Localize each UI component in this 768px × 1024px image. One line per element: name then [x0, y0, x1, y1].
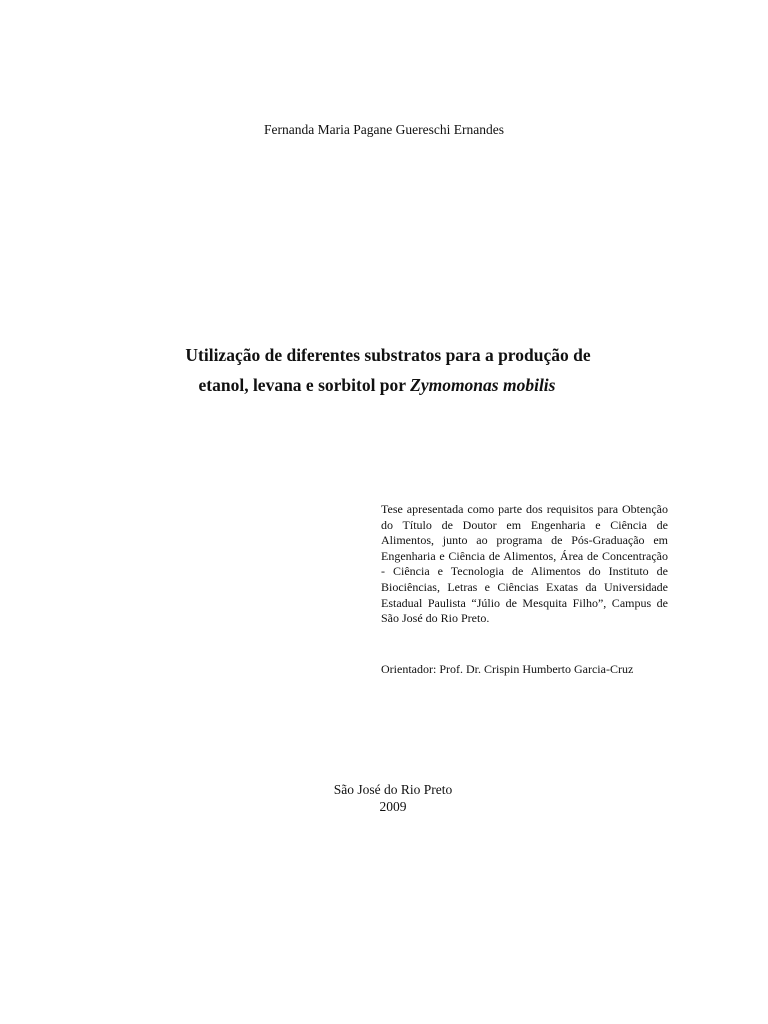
thesis-title	[0, 340, 768, 400]
advisor-line: Orientador: Prof. Dr. Crispin Humberto Garcia-Cruz	[381, 662, 634, 676]
place-and-year	[318, 781, 468, 815]
title-species-name: Zymomonas mobilis	[410, 375, 556, 395]
year: 2009	[379, 799, 407, 814]
title-line-2-text: etanol, levana e sorbitol por	[198, 375, 411, 395]
title-line-2	[0, 370, 768, 400]
thesis-description: Tese apresentada como parte dos requisitos para Obtenção do Título de Doutor em Engenharia e Ciência de Alimentos, junto ao programa de Pós-Graduação em Engenharia e Ciência de Alimentos, Área de Concentração - Ciência e Tecnologia de Alimentos do Instituto de Biociências, Letras e Ciências Exatas da Universidade Estadual Paulista “Júlio de Mesquita Filho”, Campus de São José do Rio Preto.	[381, 502, 668, 626]
title-line-1: Utilização de diferentes substratos para a produção de	[185, 345, 591, 365]
place: São José do Rio Preto	[333, 782, 453, 797]
author-name: Fernanda Maria Pagane Guereschi Ernandes	[264, 122, 504, 137]
